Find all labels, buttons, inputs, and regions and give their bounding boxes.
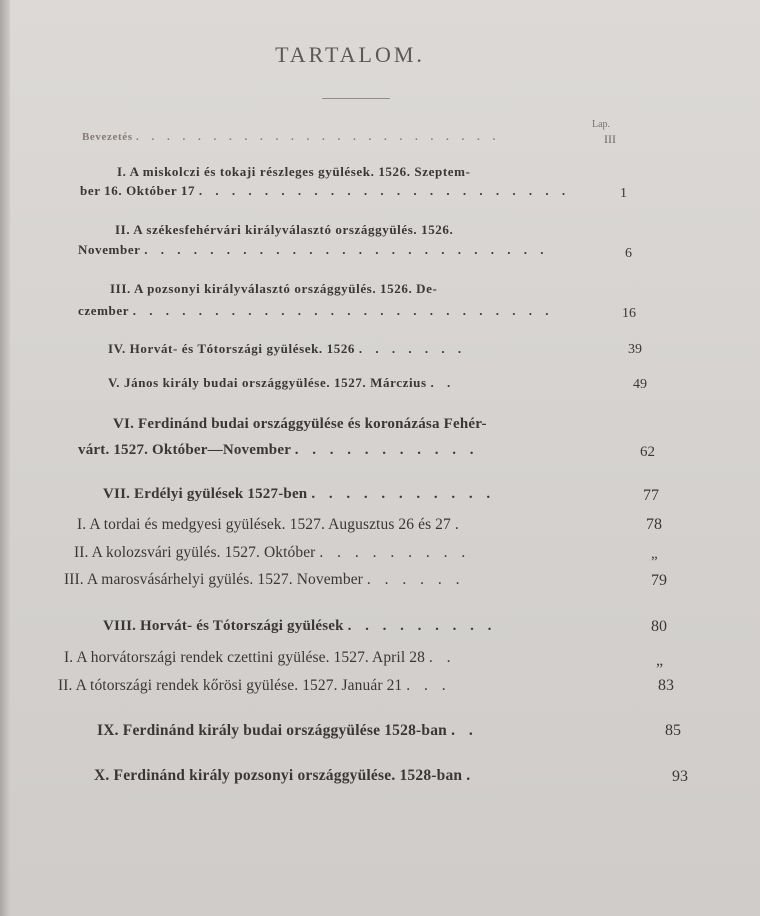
toc-entry-text: V. János király budai országgyülése. 1527. Márczius — [108, 375, 427, 390]
toc-leader-dots: . . — [451, 722, 478, 739]
toc-page-number: 62 — [640, 444, 655, 460]
toc-entry-3: III. A pozsonyi királyválasztó országgyülés. 1526. De- — [110, 281, 438, 296]
toc-entry-text: II. A tótországi rendek kőrösi gyülése. 1527. Január 21 — [58, 677, 403, 694]
page-column-label: Lap. — [592, 119, 611, 130]
toc-subentry-7-3 — [64, 571, 465, 589]
toc-entry-6-continuation — [78, 442, 479, 459]
toc-entry-text: III. A marosvásárhelyi gyülés. 1527. November — [64, 571, 363, 588]
toc-entry-bevezetes — [82, 131, 500, 143]
toc-leader-dots: . . . . . . . — [358, 341, 467, 356]
toc-entry-text: X. Ferdinánd király pozsonyi országgyülése. 1528-ban — [94, 767, 463, 784]
toc-entry-text: IV. Horvát- és Tótországi gyülések. 1526 — [108, 341, 356, 356]
toc-leader-dots: . — [466, 767, 476, 784]
toc-page-number: 77 — [643, 487, 659, 504]
toc-entry-8 — [103, 618, 496, 635]
toc-entry-5 — [108, 375, 455, 391]
page-edge-shadow — [0, 0, 10, 916]
toc-page-number: 80 — [651, 618, 667, 635]
toc-entry-9 — [97, 722, 478, 740]
toc-entry-text: I. A horvátországi rendek czettini gyülése. 1527. April 28 — [64, 649, 425, 666]
toc-entry-text: Bevezetés — [82, 131, 133, 143]
toc-entry-1-continuation — [80, 183, 570, 199]
toc-entry-text: czember — [78, 303, 129, 318]
toc-subentry-7-1 — [77, 516, 464, 534]
toc-subentry-7-2 — [74, 544, 470, 562]
toc-entry-7 — [103, 486, 495, 503]
toc-leader-dots: . . . . . . . . . . . — [294, 442, 479, 458]
toc-entry-text: ber 16. Október 17 — [80, 183, 196, 198]
toc-page-number: „ — [651, 546, 658, 562]
toc-leader-dots: . . — [428, 649, 456, 666]
toc-entry-text: várt. 1527. Október—November — [78, 442, 291, 458]
toc-leader-dots: . . . . . . . . . . . . . . . . . . . . . . . . . — [144, 242, 549, 257]
toc-page-number: 6 — [625, 246, 632, 261]
toc-leader-dots: . . — [430, 375, 456, 390]
toc-leader-dots: . . . . . . . . . — [347, 618, 497, 634]
toc-subentry-8-2 — [58, 677, 451, 695]
toc-entry-2: II. A székesfehérvári királyválasztó országgyülés. 1526. — [115, 222, 454, 237]
toc-entry-text: VIII. Horvát- és Tótországi gyülések — [103, 618, 344, 634]
page-title: TARTALOM. — [275, 42, 425, 67]
toc-leader-dots: . . . . . . . . . . . — [311, 486, 496, 502]
toc-page-number: 93 — [672, 768, 688, 785]
toc-leader-dots: . . . . . . . . . . . . . . . . . . . . . . . . . . — [132, 303, 554, 318]
toc-page-number: 39 — [628, 342, 642, 357]
toc-page-number: 49 — [633, 377, 647, 392]
toc-entry-text: IX. Ferdinánd király budai országgyülése 1528-ban — [97, 722, 447, 739]
toc-page-number: 16 — [622, 306, 636, 321]
toc-page-number: „ — [656, 652, 664, 669]
toc-page-number: III — [604, 132, 616, 146]
toc-subentry-8-1 — [64, 649, 456, 667]
toc-entry-2-continuation — [78, 242, 548, 258]
toc-leader-dots: . . . . . . — [366, 571, 465, 588]
toc-entry-3-continuation — [78, 303, 553, 319]
toc-leader-dots: . . . . . . . . . . . . . . . . . . . . . . . . — [135, 131, 501, 143]
toc-page-number: 79 — [651, 572, 667, 589]
toc-leader-dots: . . . . . . . . . . . . . . . . . . . . . . . — [198, 183, 571, 198]
toc-entry-6: VI. Ferdinánd budai országgyülése és koronázása Fehér- — [113, 416, 487, 432]
toc-entry-4 — [108, 341, 466, 357]
toc-leader-dots: . — [454, 516, 464, 533]
title-divider — [322, 98, 390, 99]
toc-entry-10 — [94, 767, 475, 785]
toc-entry-text: VII. Erdélyi gyülések 1527-ben — [103, 486, 308, 502]
toc-entry-text: II. A kolozsvári gyülés. 1527. Október — [74, 544, 316, 561]
toc-leader-dots: . . . — [406, 677, 451, 694]
toc-entry-1: I. A miskolczi és tokaji részleges gyülések. 1526. Szeptem- — [117, 164, 471, 179]
toc-entry-text: November — [78, 242, 141, 257]
toc-page-number: 83 — [658, 677, 674, 694]
toc-leader-dots: . . . . . . . . . — [319, 544, 471, 561]
toc-entry-text: I. A tordai és medgyesi gyülések. 1527. Augusztus 26 és 27 — [77, 516, 451, 533]
toc-page-number: 85 — [665, 722, 681, 739]
toc-page-number: 78 — [646, 516, 662, 533]
toc-page-number: 1 — [620, 186, 627, 201]
